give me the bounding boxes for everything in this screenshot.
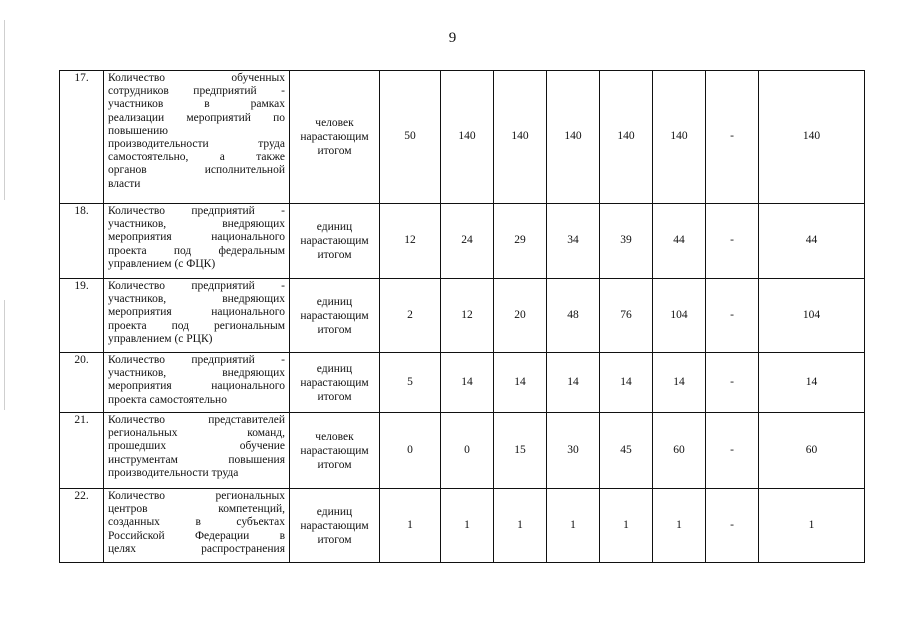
table-row [60, 204, 865, 279]
value-cell: 12 [441, 279, 494, 353]
description-line: региональных команд, [108, 427, 285, 440]
value-cell: 15 [494, 413, 547, 489]
value-cell: 45 [600, 413, 653, 489]
value-cell: 44 [653, 204, 706, 279]
row-number: 17. [60, 71, 104, 204]
description-line: Количество предприятий - [108, 280, 285, 292]
unit-of-measure: единиц нарастающим итогом [290, 204, 380, 279]
description-line: повышению [108, 124, 168, 137]
description-line: мероприятия национального [108, 231, 285, 244]
description-line: прошедших обучение [108, 440, 285, 453]
page-number: 9 [448, 30, 457, 46]
description-line: участников, внедряющих [108, 218, 285, 231]
value-cell: 14 [441, 353, 494, 413]
description-line: Количество представителей [108, 414, 285, 426]
value-cell: 1 [759, 489, 865, 563]
description-line: Количество региональных [108, 490, 285, 502]
value-cell: 44 [759, 204, 865, 279]
value-cell: 30 [547, 413, 600, 489]
value-cell: 104 [653, 279, 706, 353]
value-cell: 140 [547, 71, 600, 204]
description-line: производительности труда [108, 138, 285, 151]
value-cell: 1 [380, 489, 441, 563]
value-cell: 0 [380, 413, 441, 489]
description-line: Количество предприятий - [108, 354, 285, 366]
value-cell: 14 [653, 353, 706, 413]
description-line: реализации мероприятий по [108, 111, 285, 124]
value-cell: 14 [494, 353, 547, 413]
table-row [60, 489, 865, 563]
description-line: производительности труда [108, 466, 239, 479]
value-cell: 20 [494, 279, 547, 353]
description-line: проекта под региональным [108, 319, 285, 332]
value-cell: 34 [547, 204, 600, 279]
description-line: проекта под федеральным [108, 244, 285, 257]
description-line: участников, внедряющих [108, 367, 285, 380]
description-line: Количество предприятий - [108, 205, 285, 217]
table-body [60, 71, 865, 563]
value-cell: 60 [759, 413, 865, 489]
value-cell: - [706, 489, 759, 563]
value-cell: 104 [759, 279, 865, 353]
unit-of-measure: единиц нарастающим итогом [290, 279, 380, 353]
value-cell: 140 [441, 71, 494, 204]
indicator-description [104, 71, 290, 204]
value-cell: - [706, 204, 759, 279]
value-cell: 29 [494, 204, 547, 279]
row-number: 20. [60, 353, 104, 413]
value-cell: 5 [380, 353, 441, 413]
description-line: Количество обученных [108, 72, 285, 84]
description-line: сотрудников предприятий - [108, 85, 285, 98]
description-line: созданных в субъектах [108, 516, 285, 529]
value-cell: 140 [653, 71, 706, 204]
indicator-description [104, 353, 290, 413]
value-cell: 140 [759, 71, 865, 204]
row-number: 19. [60, 279, 104, 353]
value-cell: 1 [494, 489, 547, 563]
value-cell: 140 [494, 71, 547, 204]
value-cell: 1 [600, 489, 653, 563]
value-cell: 76 [600, 279, 653, 353]
row-number: 21. [60, 413, 104, 489]
indicator-description [104, 279, 290, 353]
table-row [60, 71, 865, 204]
table-row [60, 353, 865, 413]
value-cell: - [706, 279, 759, 353]
row-number: 22. [60, 489, 104, 563]
description-line: мероприятия национального [108, 380, 285, 393]
table-row [60, 279, 865, 353]
value-cell: 14 [547, 353, 600, 413]
value-cell: 12 [380, 204, 441, 279]
description-line: участников, внедряющих [108, 293, 285, 306]
value-cell: 60 [653, 413, 706, 489]
value-cell: 1 [653, 489, 706, 563]
unit-of-measure: единиц нарастающим итогом [290, 489, 380, 563]
margin-mark [4, 300, 5, 410]
description-line: центров компетенций, [108, 503, 285, 516]
unit-of-measure: единиц нарастающим итогом [290, 353, 380, 413]
indicator-description [104, 489, 290, 563]
description-line: управлением (с ФЦК) [108, 257, 216, 270]
value-cell: 0 [441, 413, 494, 489]
value-cell: 39 [600, 204, 653, 279]
description-line: Российской Федерации в [108, 529, 285, 542]
value-cell: 1 [547, 489, 600, 563]
description-line: самостоятельно, а также [108, 151, 285, 164]
row-number: 18. [60, 204, 104, 279]
indicators-table [59, 70, 865, 563]
value-cell: - [706, 413, 759, 489]
value-cell: 140 [600, 71, 653, 204]
value-cell: - [706, 71, 759, 204]
value-cell: 24 [441, 204, 494, 279]
value-cell: 14 [600, 353, 653, 413]
value-cell: 48 [547, 279, 600, 353]
description-line: целях распространения [108, 542, 285, 555]
value-cell: 2 [380, 279, 441, 353]
margin-mark [4, 20, 5, 200]
indicator-description [104, 413, 290, 489]
value-cell: 50 [380, 71, 441, 204]
value-cell: - [706, 353, 759, 413]
unit-of-measure: человек нарастающим итогом [290, 413, 380, 489]
description-line: управлением (с РЦК) [108, 332, 213, 345]
description-line: проекта самостоятельно [108, 393, 227, 406]
description-line: органов исполнительной [108, 164, 285, 177]
description-line: мероприятия национального [108, 306, 285, 319]
value-cell: 1 [441, 489, 494, 563]
description-line: власти [108, 177, 141, 190]
description-line: инструментам повышения [108, 453, 285, 466]
value-cell: 14 [759, 353, 865, 413]
unit-of-measure: человек нарастающим итогом [290, 71, 380, 204]
indicator-description [104, 204, 290, 279]
description-line: участников в рамках [108, 98, 285, 111]
table-row [60, 413, 865, 489]
